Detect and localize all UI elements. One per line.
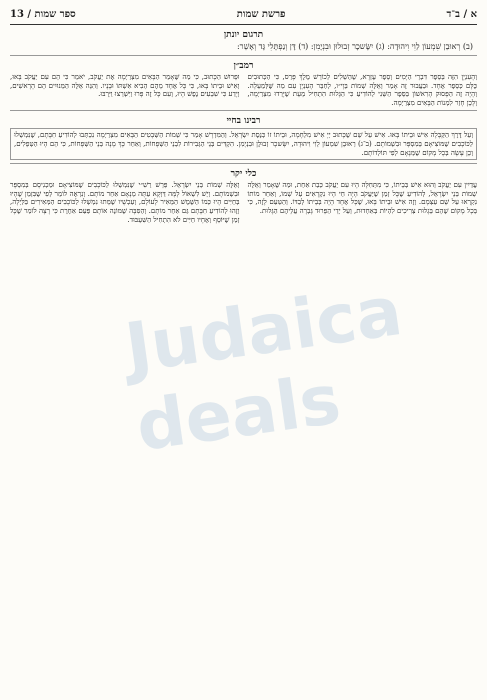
- book-page-number: ספר שמות / 13: [10, 8, 76, 20]
- ramban-title: רמב״ן: [233, 61, 254, 71]
- kli-yakar-left-column: וְאֵלֶּה שְׁמוֹת בְּנֵי יִשְׂרָאֵל. פֵּרֵשׁ רַשִׁ״י שֶׁנִּמְשְׁלוּ לַכּוֹכָבִים שֶׁמּוֹצִיאָם וּמַכְנִיסָם בְּמִסְפָּר וּבִשְׁמוֹתָם. וְיֵשׁ לִשְׁאוֹל לָמָּה דַּוְקָא עַתָּה מְנָאָם אַחַר מוֹתָם. וְנִרְאֶה לוֹמַר לְפִי שֶׁבִּזְמַן שֶׁהָיוּ בְּחַיִּים הָיוּ כְּמוֹ הַשֶּׁמֶשׁ הַמֵּאִיר לָעוֹלָם, וְעַכְשָׁיו שֶׁמֵּתוּ נִמְשְׁלוּ לַכּוֹכָבִים הַמְּאִירִים בַּלַּיְלָה, וְזֶהוּ לְהוֹדִיעַ חִבָּתָם גַּם אַחַר מוֹתָם. וְהַסִּבָּה שֶׁמּוֹנֶה אוֹתָם פַּעַם אַחֶרֶת כִּי רָצָה לוֹמַר שֶׁכָּל זְמַן שֶׁיּוֹסֵף וְאֶחָיו חַיִּים לֹא הִתְחִיל הַשִּׁעְבּוּד.: [10, 181, 240, 224]
- kli-yakar-section: [10, 181, 477, 341]
- rabbenu-bachya-text: וְעַל דֶּרֶךְ הַקַּבָּלָה אִישׁ וּבֵיתוֹ בָּאוּ. אִישׁ עַל שֵׁם שֶׁכָּתוּב יְיָ אִישׁ מִלְחָמָה, וּבֵיתוֹ זוֹ כְּנֶסֶת יִשְׂרָאֵל. וְהַמִּדְרָשׁ אָמַר כִּי שְׁמוֹת הַשְּׁבָטִים הַבָּאִים מִצְרַיְמָה נִכְתְּבוּ לְהוֹדִיעַ חִבָּתָם, שֶׁנִּמְשְׁלוּ לַכּוֹכָבִים שֶׁמּוֹצִיאָם בְּמִסְפָּר וּבִשְׁמוֹתָם. (ב־ג) רְאוּבֵן שִׁמְעוֹן לֵוִי וִיהוּדָה, יִשָּׂשכָר זְבוּלֻן וּבִנְיָמִן. הִקְדִּים בְּנֵי הַגְּבִירוֹת לִבְנֵי הַשְּׁפָחוֹת, וְאַחַר כָּךְ מָנָה בְּנֵי הַשְּׁפָחוֹת, כִּי הֵם הָיוּ הַטְּפֵלִים, וְכֵן עָשָׂה בְּכָל מָקוֹם שֶׁמְּנָאָם לְפִי תּוֹלְדוֹתָם.: [10, 128, 477, 160]
- page-header: [10, 6, 477, 25]
- page-reference: א / ב־ד: [446, 8, 477, 20]
- kli-yakar-title: כלי יקר: [230, 169, 257, 180]
- section-divider: [10, 163, 477, 164]
- rabbenu-bachya-title: רבינו בחיי: [226, 116, 261, 127]
- parsha-title: פרשת שמות: [236, 8, 286, 20]
- ramban-left-column: וּפֵרוּשׁ הַכָּתוּב, כִּי מַה שֶּׁאָמַר הַבָּאִים מִצְרַיְמָה אֶת יַעֲקֹב, יֹאמַר כִּי הֵם עִם יַעֲקֹב בָּאוּ, וְאִישׁ וּבֵיתוֹ בָּאוּ, כִּי כָּל אֶחָד מֵהֶם הֵבִיא אִשְׁתּוֹ וּבָנָיו. וְהִנֵּה אֵלֶּה הַמְּנוּיִים הֵם הָרָאשִׁים, וְיָדַע כִּי שִׁבְעִים נֶפֶשׁ הָיוּ, וְעִם כָּל זֶה פָּרוּ וַיִּשְׁרְצוּ וַיִּרְבּוּ.: [10, 73, 240, 99]
- ramban-right-column: וְהָעִנְיָן הִזֶּה בְּסֵפֶר דִּבְרֵי הַיָּמִים וְסֵפֶר עֶזְרָא, שֶׁהַשְׁלִים לְכוֹרֵשׁ מֶלֶךְ פָּרַס, כִּי הַכְּתוּבִים כֻּלָּם כְּסֵפֶר אֶחָד. וּבַעֲבוּר זֶה אָמַר וְאֵלֶּה שְׁמוֹת בְּוָי״ו, לְחַבֵּר הָעִנְיָן עִם מַה שֶּׁלְּמַעְלָה. וְהָיָה זֶה הַפָּסוּק הָרִאשׁוֹן בַּסֵּפֶר הַשֵּׁנִי לְהוֹדִיעַ כִּי הַגָּלוּת הִתְחִיל מֵעֵת שֶׁיָּרְדוּ מִצְרַיְמָה, וְלָכֵן חָזַר לִמְנוֹת הַבָּאִים מִצְרַיְמָה.: [247, 73, 477, 107]
- ramban-section: [10, 73, 477, 107]
- watermark: Judaica deals: [120, 271, 407, 468]
- targum-title: תרגום יונתן: [223, 30, 264, 40]
- kli-yakar-right-column: עֲדַיִין עִם יַעֲקֹב וְהוּא אִישׁ בְּבֵיתוֹ, כִּי מִתְּחִלָּה הָיוּ עִם יַעֲקֹב כְּבַת אַחַת, וּמַה שֶּׁאָמַר וְאֵלֶּה שְׁמוֹת בְּנֵי יִשְׂרָאֵל, לְהוֹדִיעַ שֶׁכָּל זְמַן שֶׁיַּעֲקֹב הָיָה חַי הָיוּ נִקְרָאִים עַל שְׁמוֹ, וְאַחַר מוֹתוֹ נִקְרְאוּ עַל שֵׁם עַצְמָם. וְזֶה אִישׁ וּבֵיתוֹ בָּאוּ, שֶׁכָּל אֶחָד הָיָה בְּבֵיתוֹ לְבַדּוֹ. וְהַטַּעַם לָזֶה, כִּי בְּכָל מָקוֹם שֶׁהֵם בְּגָלוּת צְרִיכִים לִהְיוֹת בְּאַחְדוּת, וְעַל יְדֵי הַפֵּרוּד גָּבְרָה עֲלֵיהֶם הַגָּלוּת.: [247, 181, 477, 215]
- section-divider: [10, 110, 477, 111]
- targum-text: (ב) רְאוּבֵן שִׁמְעוֹן לֵוִי וִיהוּדָה: (ג) יִשָּׂשכָר זְבוּלוּן וּבִנְיָמִן: (ד) דָּן וְנַפְתָּלִי גָּד וְאָשֵׁר:: [10, 42, 477, 56]
